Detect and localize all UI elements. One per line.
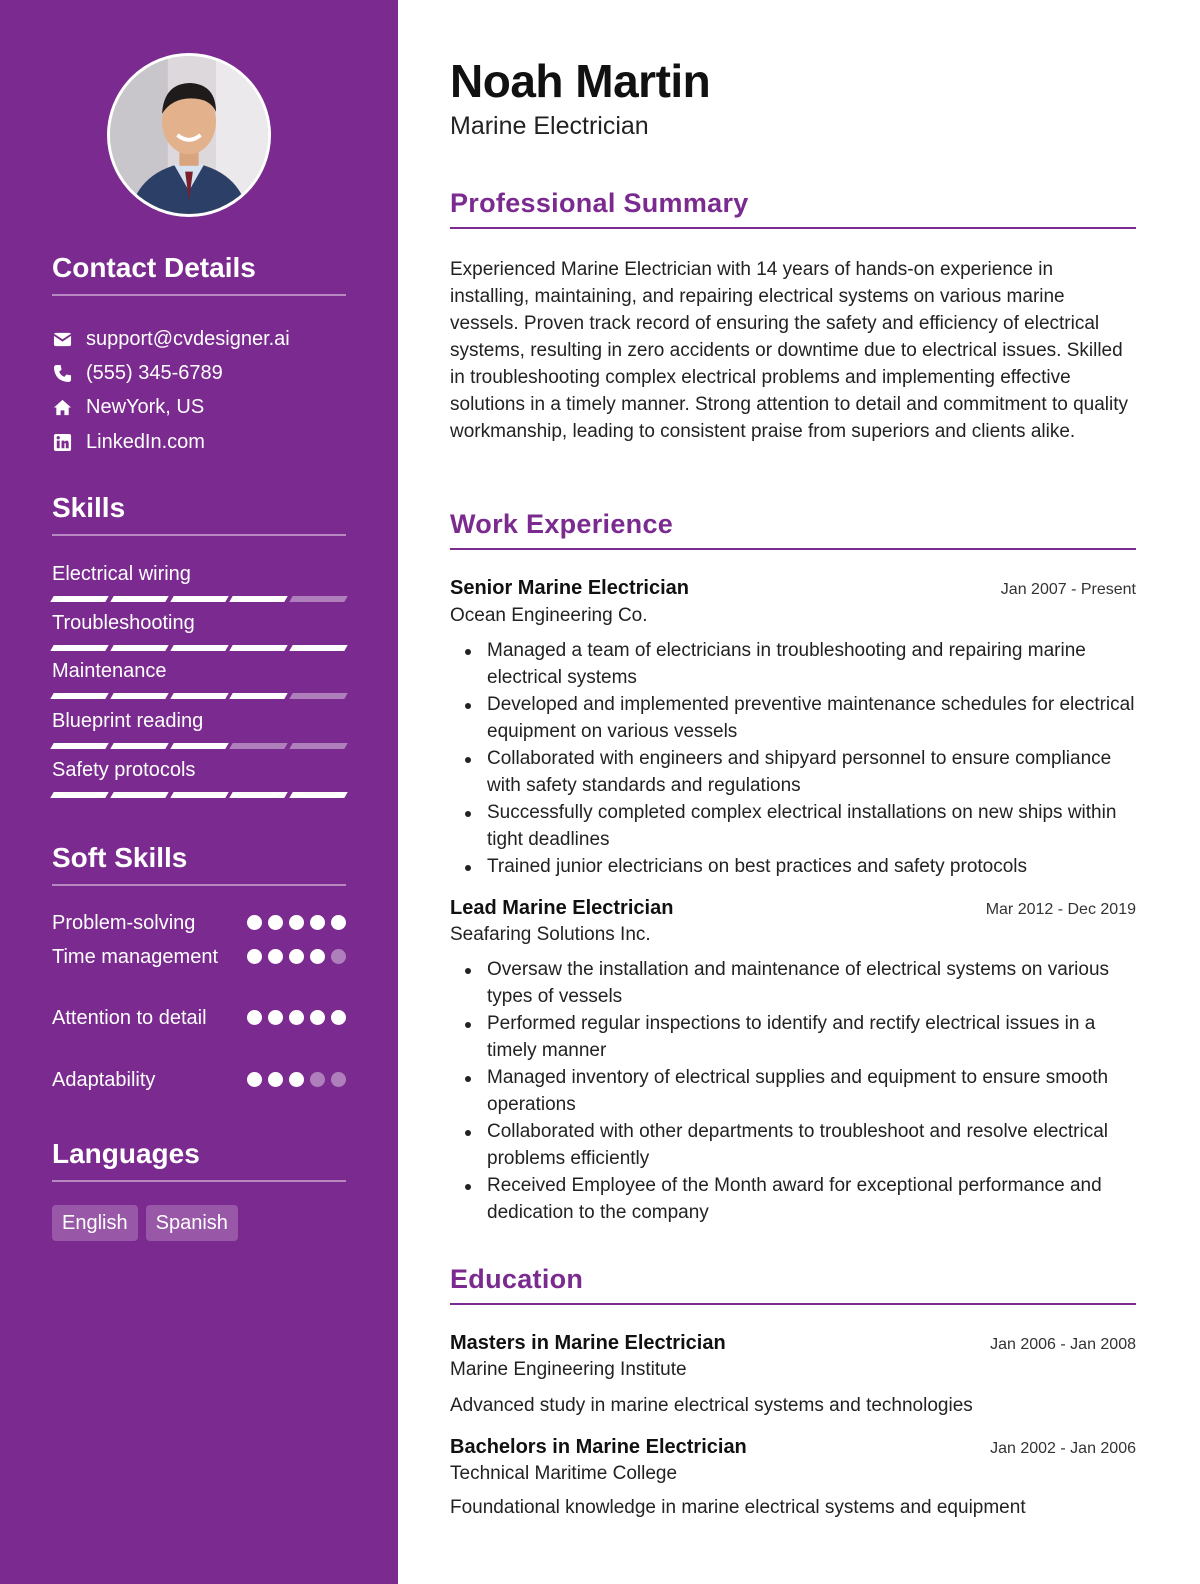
skill-item xyxy=(52,756,346,798)
education-description: Advanced study in marine electrical systems and technologies xyxy=(450,1395,973,1416)
rating-dot xyxy=(310,915,325,930)
skill-label: Troubleshooting xyxy=(52,612,195,634)
soft-skill-rating xyxy=(247,910,346,937)
rating-dot xyxy=(247,1072,262,1087)
rating-dot xyxy=(289,949,304,964)
experience-heading: Work Experience xyxy=(450,509,1136,550)
contact-linkedin[interactable] xyxy=(52,427,205,457)
rating-dot xyxy=(247,949,262,964)
list-item: Managed a team of electricians in troubleshooting and repairing marine electrical systems xyxy=(450,638,1136,691)
skill-level-segment xyxy=(170,645,228,651)
contact-email[interactable] xyxy=(52,324,290,354)
skill-level-segment xyxy=(289,743,347,749)
skill-level-segment xyxy=(50,743,108,749)
language-tag: Spanish xyxy=(146,1205,238,1241)
candidate-name: Noah Martin xyxy=(450,55,711,107)
skill-item xyxy=(52,707,346,749)
skill-level-segment xyxy=(170,693,228,699)
job-bullets xyxy=(450,638,1136,882)
linkedin-icon xyxy=(52,432,72,452)
list-item: Successfully completed complex electrical installations on new ships within tight deadlines xyxy=(450,800,1136,853)
education-school: Marine Engineering Institute xyxy=(450,1359,687,1380)
skill-item xyxy=(52,609,346,651)
soft-skill-item xyxy=(52,910,346,937)
profile-photo xyxy=(110,56,268,214)
soft-skill-label: Time management xyxy=(52,946,218,968)
skill-level-segment xyxy=(110,645,168,651)
education-dates: Jan 2006 - Jan 2008 xyxy=(990,1336,1136,1353)
education-dates: Jan 2002 - Jan 2006 xyxy=(990,1440,1136,1457)
skill-item xyxy=(52,657,346,699)
list-item: Performed regular inspections to identify and rectify electrical issues in a timely manner xyxy=(450,1011,1136,1064)
rating-dot xyxy=(268,1072,283,1087)
contact-phone-text: (555) 345-6789 xyxy=(86,361,223,384)
education-school: Technical Maritime College xyxy=(450,1463,678,1484)
list-item: Trained junior electricians on best practices and safety protocols xyxy=(450,854,1136,881)
soft-skill-label: Problem-solving xyxy=(52,912,196,934)
skill-level-bar xyxy=(52,743,346,749)
skill-level-segment xyxy=(289,645,347,651)
education-heading: Education xyxy=(450,1264,1136,1305)
skill-level-segment xyxy=(230,792,288,798)
education-degree: Bachelors in Marine Electrician xyxy=(450,1436,747,1458)
contact-location xyxy=(52,392,204,422)
skill-level-segment xyxy=(110,596,168,602)
skill-level-segment xyxy=(50,645,108,651)
soft-skill-item xyxy=(52,1005,346,1032)
skill-level-segment xyxy=(50,693,108,699)
languages-list xyxy=(52,1205,238,1241)
contact-linkedin-text: LinkedIn.com xyxy=(86,430,205,453)
contact-location-text: NewYork, US xyxy=(86,395,205,418)
skill-level-segment xyxy=(50,596,108,602)
list-item: Received Employee of the Month award for exceptional performance and dedication to the company xyxy=(450,1173,1136,1226)
skill-label: Blueprint reading xyxy=(52,710,204,732)
soft-skill-item xyxy=(52,944,346,971)
skill-label: Maintenance xyxy=(52,660,167,682)
education-degree: Masters in Marine Electrician xyxy=(450,1332,726,1354)
rating-dot xyxy=(331,915,346,930)
avatar xyxy=(107,53,271,217)
languages-heading: Languages xyxy=(52,1138,346,1182)
contact-details-heading: Contact Details xyxy=(52,252,346,296)
soft-skill-rating xyxy=(247,944,346,971)
skill-level-segment xyxy=(110,693,168,699)
job-dates: Jan 2007 - Present xyxy=(1000,581,1136,598)
sidebar xyxy=(0,0,398,1584)
rating-dot xyxy=(331,949,346,964)
rating-dot xyxy=(289,915,304,930)
home-icon xyxy=(52,397,72,417)
job-role: Senior Marine Electrician xyxy=(450,577,689,599)
skill-level-segment xyxy=(230,743,288,749)
job-company: Ocean Engineering Co. xyxy=(450,605,648,626)
skill-level-bar xyxy=(52,693,346,699)
rating-dot xyxy=(247,1010,262,1025)
rating-dot xyxy=(310,1010,325,1025)
skill-level-segment xyxy=(170,743,228,749)
soft-skill-rating xyxy=(247,1067,346,1094)
skill-level-segment xyxy=(289,693,347,699)
skill-label: Electrical wiring xyxy=(52,563,191,585)
rating-dot xyxy=(310,949,325,964)
soft-skill-rating xyxy=(247,1005,346,1032)
rating-dot xyxy=(268,1010,283,1025)
skill-level-segment xyxy=(110,792,168,798)
skill-level-segment xyxy=(170,596,228,602)
skill-level-bar xyxy=(52,792,346,798)
rating-dot xyxy=(310,1072,325,1087)
main-content xyxy=(398,0,1200,1584)
skill-level-segment xyxy=(289,596,347,602)
rating-dot xyxy=(268,915,283,930)
rating-dot xyxy=(268,949,283,964)
education-header xyxy=(450,1436,1136,1459)
skill-level-segment xyxy=(170,792,228,798)
contact-phone[interactable] xyxy=(52,358,223,388)
job-header xyxy=(450,577,1136,600)
skill-level-segment xyxy=(230,596,288,602)
skill-level-segment xyxy=(289,792,347,798)
list-item: Collaborated with other departments to troubleshoot and resolve electrical problems efficiently xyxy=(450,1119,1136,1172)
soft-skill-item xyxy=(52,1067,346,1094)
language-tag: English xyxy=(52,1205,138,1241)
summary-text: Experienced Marine Electrician with 14 years of hands-on experience in installing, maintaining, and repairing electrical systems on various marine vessels. Proven track record of ensuring the safety and efficiency of electrical systems, resulting in zero accidents or downtime due to electrical issues. Skilled in troubleshooting complex electrical problems and implementing effective solutions in a timely manner. Strong attention to detail and commitment to quality workmanship, leading to consistent praise from superiors and clients alike. xyxy=(450,259,1129,442)
candidate-title: Marine Electrician xyxy=(450,112,649,140)
envelope-icon xyxy=(52,329,72,349)
phone-icon xyxy=(52,363,72,383)
rating-dot xyxy=(289,1010,304,1025)
job-company: Seafaring Solutions Inc. xyxy=(450,924,651,945)
job-dates: Mar 2012 - Dec 2019 xyxy=(985,901,1136,918)
soft-skill-label: Adaptability xyxy=(52,1069,156,1091)
rating-dot xyxy=(247,915,262,930)
skill-level-bar xyxy=(52,596,346,602)
skill-item xyxy=(52,560,346,602)
rating-dot xyxy=(331,1072,346,1087)
list-item: Developed and implemented preventive maintenance schedules for electrical equipment on various vessels xyxy=(450,692,1136,745)
list-item: Oversaw the installation and maintenance of electrical systems on various types of vessels xyxy=(450,957,1136,1010)
skill-level-segment xyxy=(50,792,108,798)
job-header xyxy=(450,897,1136,920)
skill-level-segment xyxy=(230,645,288,651)
soft-skill-label: Attention to detail xyxy=(52,1007,207,1029)
rating-dot xyxy=(331,1010,346,1025)
skill-level-bar xyxy=(52,645,346,651)
skill-level-segment xyxy=(110,743,168,749)
education-header xyxy=(450,1332,1136,1355)
summary-heading: Professional Summary xyxy=(450,188,1136,229)
rating-dot xyxy=(289,1072,304,1087)
soft-skills-heading: Soft Skills xyxy=(52,842,346,886)
skill-label: Safety protocols xyxy=(52,759,196,781)
education-description: Foundational knowledge in marine electrical systems and equipment xyxy=(450,1497,1026,1518)
list-item: Managed inventory of electrical supplies and equipment to ensure smooth operations xyxy=(450,1065,1136,1118)
contact-email-text: support@cvdesigner.ai xyxy=(86,327,290,350)
job-role: Lead Marine Electrician xyxy=(450,897,674,919)
job-bullets xyxy=(450,957,1136,1227)
list-item: Collaborated with engineers and shipyard personnel to ensure compliance with safety standards and regulations xyxy=(450,746,1136,799)
skill-level-segment xyxy=(230,693,288,699)
skills-heading: Skills xyxy=(52,492,346,536)
